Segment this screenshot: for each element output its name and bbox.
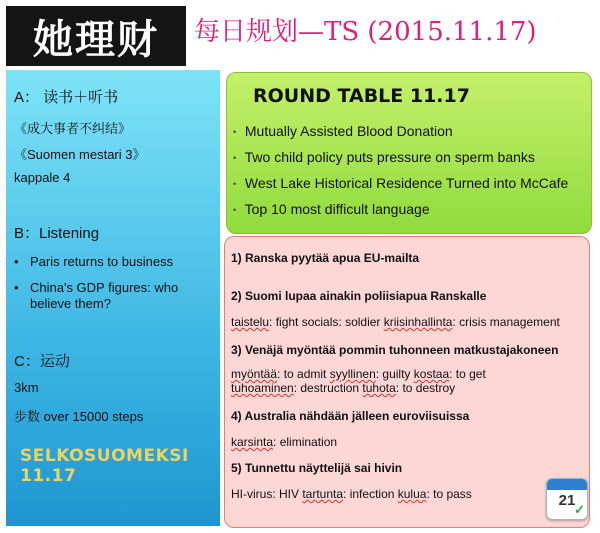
bullet-icon: • <box>233 205 237 216</box>
news-heading-2: 2) Suomi lupaa ainakin poliisiapua Ranskalle <box>231 289 487 303</box>
news-vocab-3b: tuhoaminen: destruction tuhota: to destroy <box>231 381 456 395</box>
steps-text: 步数 over 15000 steps <box>14 409 144 424</box>
calendar-icon[interactable] <box>546 478 588 520</box>
section-c-heading: C：运动 <box>14 353 70 370</box>
bullet-icon: • <box>233 127 237 138</box>
round-table-item: • Mutually Assisted Blood Donation <box>233 123 453 139</box>
distance-text: 3km <box>14 380 39 395</box>
kappale-text: kappale 4 <box>14 170 71 185</box>
book-2: 《Suomen mestari 3》 <box>14 147 146 162</box>
bullet-icon: • <box>14 254 19 269</box>
news-heading-3: 3) Venäjä myöntää pommin tuhonneen matkustajakoneen <box>231 343 559 357</box>
logo <box>6 6 186 66</box>
calendar-header <box>547 479 587 490</box>
round-table-item: • Two child policy puts pressure on sperm banks <box>233 149 535 165</box>
round-table-item: • Top 10 most difficult language <box>233 201 430 217</box>
section-b-heading: B：Listening <box>14 225 100 242</box>
calendar-day: 21 <box>558 492 576 509</box>
listening-item: • China's GDP figures: who believe them? <box>14 280 179 311</box>
round-table-item: • West Lake Historical Residence Turned into McCafe <box>233 175 569 191</box>
news-panel <box>224 236 590 528</box>
listening-item: • Paris returns to business <box>14 254 174 269</box>
bullet-icon: • <box>233 153 237 164</box>
news-vocab-4: karsinta: elimination <box>231 435 338 449</box>
news-vocab-2: taistelu: fight socials: soldier kriisinhallinta: crisis management <box>231 315 560 329</box>
news-heading-1: 1) Ranska pyytää apua EU-mailta <box>231 251 420 265</box>
bullet-icon: • <box>233 179 237 190</box>
news-heading-5: 5) Tunnettu näyttelijä sai hivin <box>231 461 403 475</box>
news-vocab-3: myöntää: to admit syyllinen: guilty kostaa: to get <box>231 367 486 381</box>
selko-label: SELKOSUOMEKSI 11.17 <box>20 446 189 486</box>
round-table-panel <box>226 72 592 234</box>
check-icon: ✓ <box>574 502 585 517</box>
round-table-title: ROUND TABLE 11.17 <box>253 85 470 107</box>
news-vocab-5: HI-virus: HIV tartunta: infection kulua: to pass <box>231 487 472 501</box>
section-a-heading: A： 读书＋听书 <box>14 89 119 106</box>
page-title: 每日规划—TS (2015.11.17) <box>194 17 537 47</box>
left-panel <box>6 70 220 526</box>
bullet-icon: • <box>14 280 19 295</box>
news-heading-4: 4) Australia nähdään jälleen euroviisuissa <box>231 409 470 423</box>
logo-text: 她理财 <box>33 16 159 63</box>
book-1: 《成大事者不纠结》 <box>14 121 132 136</box>
